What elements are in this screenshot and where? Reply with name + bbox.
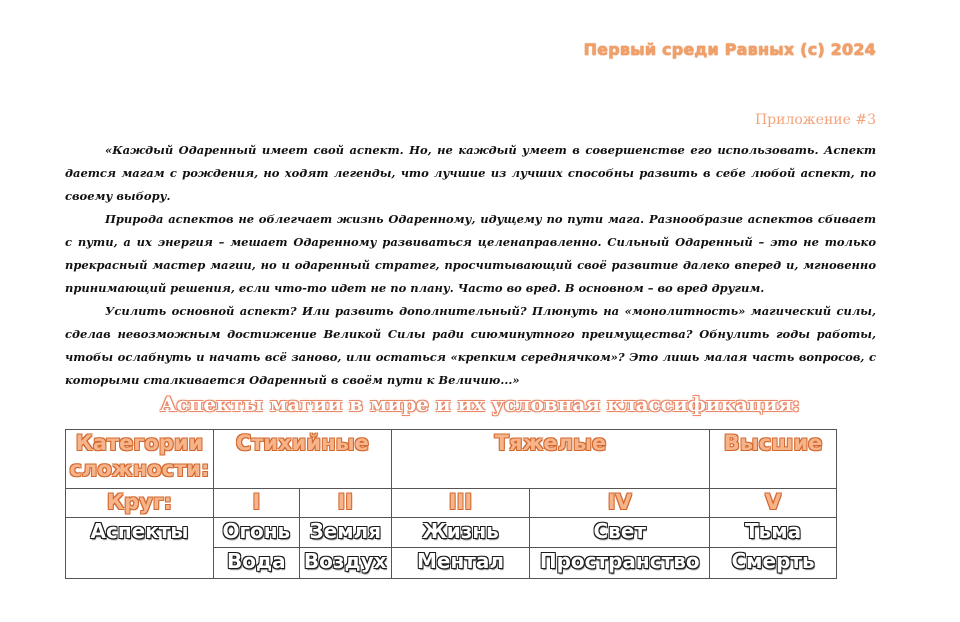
circle-cell-2: II xyxy=(299,489,391,518)
aspect-cell-earth: Земля xyxy=(299,518,391,548)
paragraph-3: Усилить основной аспект? Или развить дополнительный? Плюнуть на «монолитность» магический силы, сделав невозможным достижение Великой Силы ради сиюминутного преимущества? Обнулить годы работы, чтобы ослабнуть и начать всё заново, или остаться «крепким середнячком»? Это лишь малая часть вопросов, с которыми сталкивается Одаренный в своём пути к Величию...» xyxy=(65,304,876,387)
appendix-label: Приложение #3 xyxy=(754,112,876,128)
category-heavy-cell: Тяжелые xyxy=(391,430,709,489)
aspect-cell-water: Вода xyxy=(213,548,299,579)
document-header-title: Первый среди Равных (с) 2024 xyxy=(583,40,876,59)
category-elemental-cell: Стихийные xyxy=(213,430,391,489)
aspect-cell-mental: Ментал xyxy=(391,548,530,579)
section-title: Аспекты магии в мире и их условная классификация: xyxy=(160,392,800,416)
paragraph-1: «Каждый Одаренный имеет свой аспект. Но, не каждый умеет в совершенстве его использовать. Аспект дается магам с рождения, но ходят легенды, что лучшие из лучших способны развить в себе любой аспект, по своему выбору. xyxy=(65,143,876,203)
table-row-aspects-1 xyxy=(66,518,837,548)
aspect-cell-death: Смерть xyxy=(710,548,837,579)
aspect-cell-air: Воздух xyxy=(299,548,391,579)
circle-cell-5: V xyxy=(710,489,837,518)
aspect-cell-darkness: Тьма xyxy=(710,518,837,548)
aspect-cell-space: Пространство xyxy=(530,548,710,579)
table-row-circles xyxy=(66,489,837,518)
paragraph-2: Природа аспектов не облегчает жизнь Одаренному, идущему по пути мага. Разнообразие аспектов сбивает с пути, а их энергия – мешает Одаренному развиваться целенаправленно. Сильный Одаренный – это не только прекрасный мастер магии, но и одаренный стратег, просчитывающий своё развитие далеко вперед и, мгновенно принимающий решения, если что-то идет не по плану. Часто во вред. В основном – во вред другим. xyxy=(65,212,876,295)
circle-cell-3: III xyxy=(391,489,530,518)
aspects-label-cell: Аспекты xyxy=(66,518,214,579)
circle-cell-4: IV xyxy=(530,489,710,518)
category-higher-cell: Высшие xyxy=(710,430,837,489)
complexity-label-cell: Категории сложности: xyxy=(66,430,214,489)
aspects-table xyxy=(65,429,837,579)
intro-text xyxy=(65,139,876,392)
aspect-cell-life: Жизнь xyxy=(391,518,530,548)
circle-label-cell: Круг: xyxy=(66,489,214,518)
table-row-categories xyxy=(66,430,837,489)
circle-cell-1: I xyxy=(213,489,299,518)
aspect-cell-light: Свет xyxy=(530,518,710,548)
aspect-cell-fire: Огонь xyxy=(213,518,299,548)
